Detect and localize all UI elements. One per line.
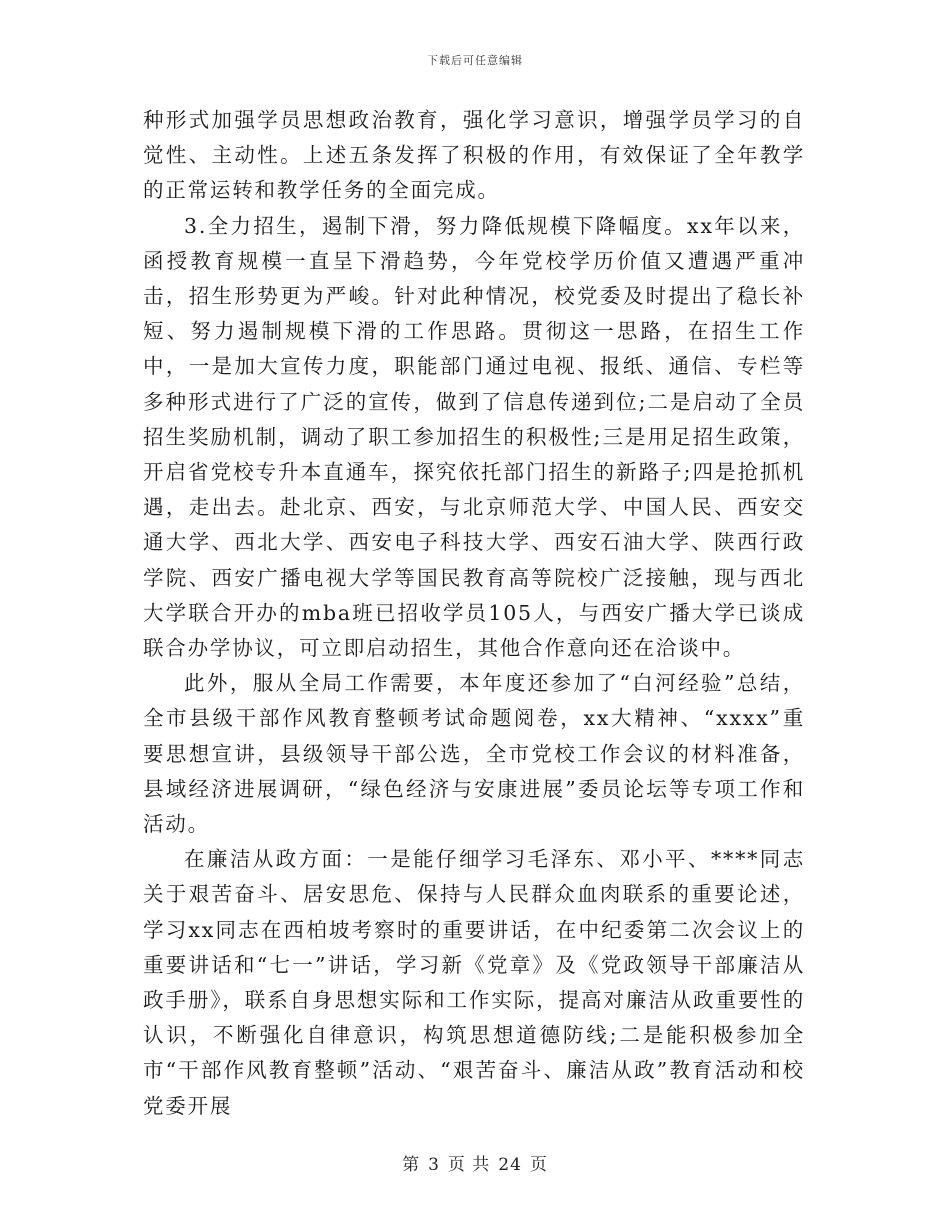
footer-prefix: 第: [402, 1155, 421, 1175]
page-footer: [0, 1150, 950, 1175]
body-text: [143, 103, 805, 1124]
header-note: 下载后可任意编辑: [427, 54, 523, 67]
footer-current-page: 3: [428, 1155, 440, 1175]
footer-suffix: 页: [529, 1155, 548, 1175]
paragraph-other-work: 此外，服从全局工作需要，本年度还参加了“白河经验”总结，全市县级干部作风教育整顿考试命题阅卷，xx大精神、“xxxx”重要思想宣讲，县级领导干部公选，全市党校工作会议的材料准备，县域经济进展调研，“绿色经济与安康进展”委员论坛等专项工作和活动。: [143, 671, 805, 837]
paragraph-enrollment: 3.全力招生，遏制下滑，努力降低规模下降幅度。xx年以来，函授教育规模一直呈下滑趋势，今年党校学历价值又遭遇严重冲击，招生形势更为严峻。针对此种情况，校党委及时提出了稳长补短、努力遏制规模下滑的工作思路。贯彻这一思路，在招生工作中，一是加大宣传力度，职能部门通过电视、报纸、通信、专栏等多种形式进行了广泛的宣传，做到了信息传递到位;二是启动了全员招生奖励机制，调动了职工参加招生的积极性;三是用足招生政策，开启省党校专升本直通车，探究依托部门招生的新路子;四是抢抓机遇，走出去。赴北京、西安，与北京师范大学、中国人民、西安交通大学、西北大学、西安电子科技大学、西安石油大学、陕西行政学院、西安广播电视大学等国民教育高等院校广泛接触，现与西北大学联合开办的mba班已招收学员105人，与西安广播大学已谈成联合办学协议，可立即启动招生，其他合作意向还在洽谈中。: [143, 213, 805, 661]
paragraph-continuation: 种形式加强学员思想政治教育，强化学习意识，增强学员学习的自觉性、主动性。上述五条发挥了积极的作用，有效保证了全年教学的正常运转和教学任务的全面完成。: [143, 108, 805, 203]
footer-middle: 页 共: [447, 1155, 491, 1175]
paragraph-integrity: 在廉洁从政方面：一是能仔细学习毛泽东、邓小平、****同志关于艰苦奋斗、居安思危、保持与人民群众血肉联系的重要论述，学习xx同志在西柏坡考察时的重要讲话，在中纪委第二次会议上的重要讲话和“七一”讲话，学习新《党章》及《党政领导干部廉洁从政手册》，联系自身思想实际和工作实际，提高对廉洁从政重要性的认识，不断强化自律意识，构筑思想道德防线;二是能积极参加全市“干部作风教育整顿”活动、“艰苦奋斗、廉洁从政”教育活动和校党委开展: [143, 847, 805, 1118]
footer-total-pages: 24: [498, 1155, 522, 1175]
